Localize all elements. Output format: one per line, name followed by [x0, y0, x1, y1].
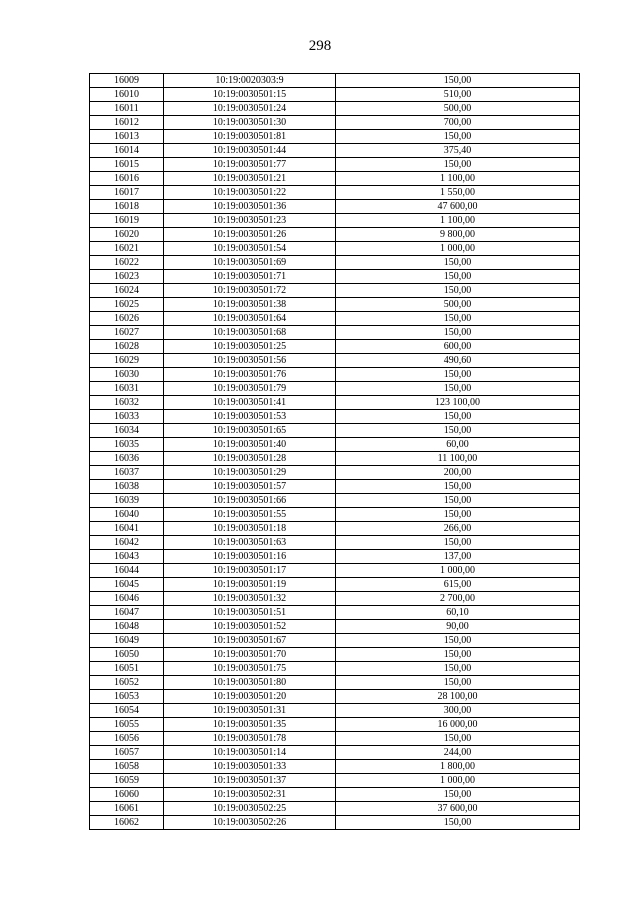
- row-number-cell: 16043: [90, 550, 164, 564]
- table-row: [90, 522, 580, 536]
- table-row: [90, 494, 580, 508]
- row-number-cell: 16017: [90, 186, 164, 200]
- table-row: [90, 410, 580, 424]
- value-cell: 1 550,00: [336, 186, 580, 200]
- table-row: [90, 606, 580, 620]
- cadastral-number-cell: 10:19:0030501:29: [164, 466, 336, 480]
- value-cell: 500,00: [336, 102, 580, 116]
- row-number-cell: 16020: [90, 228, 164, 242]
- row-number-cell: 16047: [90, 606, 164, 620]
- table-row: [90, 662, 580, 676]
- row-number-cell: 16014: [90, 144, 164, 158]
- row-number-cell: 16012: [90, 116, 164, 130]
- row-number-cell: 16018: [90, 200, 164, 214]
- row-number-cell: 16052: [90, 676, 164, 690]
- value-cell: 1 000,00: [336, 242, 580, 256]
- value-cell: 150,00: [336, 494, 580, 508]
- value-cell: 150,00: [336, 648, 580, 662]
- table-row: [90, 592, 580, 606]
- value-cell: 500,00: [336, 298, 580, 312]
- value-cell: 266,00: [336, 522, 580, 536]
- cadastral-number-cell: 10:19:0030501:31: [164, 704, 336, 718]
- row-number-cell: 16021: [90, 242, 164, 256]
- cadastral-number-cell: 10:19:0030501:56: [164, 354, 336, 368]
- table-row: [90, 732, 580, 746]
- cadastral-number-cell: 10:19:0030501:20: [164, 690, 336, 704]
- registry-table: [89, 73, 580, 830]
- value-cell: 150,00: [336, 312, 580, 326]
- row-number-cell: 16026: [90, 312, 164, 326]
- cadastral-number-cell: 10:19:0030501:69: [164, 256, 336, 270]
- cadastral-number-cell: 10:19:0030501:54: [164, 242, 336, 256]
- cadastral-number-cell: 10:19:0030501:18: [164, 522, 336, 536]
- table-row: [90, 634, 580, 648]
- table-row: [90, 284, 580, 298]
- table-row: [90, 242, 580, 256]
- row-number-cell: 16010: [90, 88, 164, 102]
- row-number-cell: 16029: [90, 354, 164, 368]
- cadastral-number-cell: 10:19:0030501:75: [164, 662, 336, 676]
- cadastral-number-cell: 10:19:0030501:71: [164, 270, 336, 284]
- row-number-cell: 16027: [90, 326, 164, 340]
- page-number: 298: [308, 38, 332, 54]
- cadastral-number-cell: 10:19:0030501:21: [164, 172, 336, 186]
- value-cell: 28 100,00: [336, 690, 580, 704]
- value-cell: 1 100,00: [336, 214, 580, 228]
- cadastral-number-cell: 10:19:0030501:68: [164, 326, 336, 340]
- cadastral-number-cell: 10:19:0020303:9: [164, 74, 336, 88]
- row-number-cell: 16051: [90, 662, 164, 676]
- cadastral-number-cell: 10:19:0030501:57: [164, 480, 336, 494]
- value-cell: 150,00: [336, 410, 580, 424]
- cadastral-number-cell: 10:19:0030501:65: [164, 424, 336, 438]
- row-number-cell: 16062: [90, 816, 164, 830]
- table-row: [90, 620, 580, 634]
- row-number-cell: 16011: [90, 102, 164, 116]
- row-number-cell: 16034: [90, 424, 164, 438]
- table-row: [90, 214, 580, 228]
- cadastral-number-cell: 10:19:0030501:63: [164, 536, 336, 550]
- table-row: [90, 144, 580, 158]
- value-cell: 150,00: [336, 130, 580, 144]
- value-cell: 150,00: [336, 158, 580, 172]
- table-row: [90, 256, 580, 270]
- table-row: [90, 466, 580, 480]
- value-cell: 37 600,00: [336, 802, 580, 816]
- value-cell: 150,00: [336, 508, 580, 522]
- value-cell: 137,00: [336, 550, 580, 564]
- value-cell: 150,00: [336, 270, 580, 284]
- cadastral-number-cell: 10:19:0030501:23: [164, 214, 336, 228]
- cadastral-number-cell: 10:19:0030501:38: [164, 298, 336, 312]
- row-number-cell: 16040: [90, 508, 164, 522]
- table-row: [90, 690, 580, 704]
- table-row: [90, 746, 580, 760]
- cadastral-number-cell: 10:19:0030501:16: [164, 550, 336, 564]
- cadastral-number-cell: 10:19:0030501:81: [164, 130, 336, 144]
- table-row: [90, 88, 580, 102]
- table-row: [90, 200, 580, 214]
- row-number-cell: 16025: [90, 298, 164, 312]
- cadastral-number-cell: 10:19:0030501:40: [164, 438, 336, 452]
- row-number-cell: 16019: [90, 214, 164, 228]
- row-number-cell: 16016: [90, 172, 164, 186]
- value-cell: 9 800,00: [336, 228, 580, 242]
- table-row: [90, 354, 580, 368]
- value-cell: 11 100,00: [336, 452, 580, 466]
- cadastral-number-cell: 10:19:0030501:66: [164, 494, 336, 508]
- value-cell: 150,00: [336, 634, 580, 648]
- row-number-cell: 16050: [90, 648, 164, 662]
- row-number-cell: 16013: [90, 130, 164, 144]
- cadastral-number-cell: 10:19:0030501:22: [164, 186, 336, 200]
- table-row: [90, 508, 580, 522]
- cadastral-number-cell: 10:19:0030501:37: [164, 774, 336, 788]
- cadastral-number-cell: 10:19:0030501:79: [164, 382, 336, 396]
- cadastral-number-cell: 10:19:0030501:36: [164, 200, 336, 214]
- row-number-cell: 16038: [90, 480, 164, 494]
- cadastral-number-cell: 10:19:0030501:76: [164, 368, 336, 382]
- cadastral-number-cell: 10:19:0030501:77: [164, 158, 336, 172]
- value-cell: 600,00: [336, 340, 580, 354]
- value-cell: 150,00: [336, 326, 580, 340]
- value-cell: 150,00: [336, 816, 580, 830]
- row-number-cell: 16024: [90, 284, 164, 298]
- cadastral-number-cell: 10:19:0030501:19: [164, 578, 336, 592]
- table-row: [90, 312, 580, 326]
- row-number-cell: 16059: [90, 774, 164, 788]
- cadastral-number-cell: 10:19:0030501:25: [164, 340, 336, 354]
- table-row: [90, 480, 580, 494]
- table-row: [90, 326, 580, 340]
- table-row: [90, 452, 580, 466]
- row-number-cell: 16022: [90, 256, 164, 270]
- value-cell: 1 000,00: [336, 774, 580, 788]
- cadastral-number-cell: 10:19:0030501:26: [164, 228, 336, 242]
- table-row: [90, 802, 580, 816]
- row-number-cell: 16033: [90, 410, 164, 424]
- cadastral-number-cell: 10:19:0030501:52: [164, 620, 336, 634]
- row-number-cell: 16023: [90, 270, 164, 284]
- row-number-cell: 16048: [90, 620, 164, 634]
- cadastral-number-cell: 10:19:0030501:80: [164, 676, 336, 690]
- table-row: [90, 438, 580, 452]
- value-cell: 16 000,00: [336, 718, 580, 732]
- table-row: [90, 172, 580, 186]
- cadastral-number-cell: 10:19:0030501:64: [164, 312, 336, 326]
- table-row: [90, 186, 580, 200]
- cadastral-number-cell: 10:19:0030501:32: [164, 592, 336, 606]
- row-number-cell: 16046: [90, 592, 164, 606]
- table-row: [90, 382, 580, 396]
- value-cell: 1 000,00: [336, 564, 580, 578]
- row-number-cell: 16039: [90, 494, 164, 508]
- value-cell: 150,00: [336, 732, 580, 746]
- cadastral-number-cell: 10:19:0030502:25: [164, 802, 336, 816]
- cadastral-number-cell: 10:19:0030501:78: [164, 732, 336, 746]
- cadastral-number-cell: 10:19:0030501:33: [164, 760, 336, 774]
- cadastral-number-cell: 10:19:0030501:24: [164, 102, 336, 116]
- row-number-cell: 16037: [90, 466, 164, 480]
- row-number-cell: 16031: [90, 382, 164, 396]
- table-row: [90, 130, 580, 144]
- row-number-cell: 16055: [90, 718, 164, 732]
- value-cell: 47 600,00: [336, 200, 580, 214]
- value-cell: 150,00: [336, 788, 580, 802]
- table-row: [90, 424, 580, 438]
- row-number-cell: 16028: [90, 340, 164, 354]
- value-cell: 150,00: [336, 662, 580, 676]
- cadastral-number-cell: 10:19:0030501:35: [164, 718, 336, 732]
- table-row: [90, 340, 580, 354]
- value-cell: 244,00: [336, 746, 580, 760]
- table-row: [90, 760, 580, 774]
- table-row: [90, 704, 580, 718]
- table-row: [90, 396, 580, 410]
- row-number-cell: 16042: [90, 536, 164, 550]
- table-row: [90, 564, 580, 578]
- cadastral-number-cell: 10:19:0030501:30: [164, 116, 336, 130]
- cadastral-number-cell: 10:19:0030501:15: [164, 88, 336, 102]
- cadastral-number-cell: 10:19:0030501:51: [164, 606, 336, 620]
- value-cell: 150,00: [336, 368, 580, 382]
- row-number-cell: 16015: [90, 158, 164, 172]
- row-number-cell: 16049: [90, 634, 164, 648]
- value-cell: 150,00: [336, 424, 580, 438]
- value-cell: 150,00: [336, 284, 580, 298]
- row-number-cell: 16061: [90, 802, 164, 816]
- row-number-cell: 16060: [90, 788, 164, 802]
- row-number-cell: 16009: [90, 74, 164, 88]
- value-cell: 375,40: [336, 144, 580, 158]
- cadastral-number-cell: 10:19:0030501:55: [164, 508, 336, 522]
- cadastral-number-cell: 10:19:0030502:31: [164, 788, 336, 802]
- value-cell: 150,00: [336, 480, 580, 494]
- cadastral-number-cell: 10:19:0030501:17: [164, 564, 336, 578]
- value-cell: 150,00: [336, 382, 580, 396]
- value-cell: 700,00: [336, 116, 580, 130]
- table-row: [90, 578, 580, 592]
- table-row: [90, 774, 580, 788]
- row-number-cell: 16036: [90, 452, 164, 466]
- table-row: [90, 816, 580, 830]
- row-number-cell: 16044: [90, 564, 164, 578]
- value-cell: 490,60: [336, 354, 580, 368]
- row-number-cell: 16053: [90, 690, 164, 704]
- value-cell: 510,00: [336, 88, 580, 102]
- value-cell: 1 800,00: [336, 760, 580, 774]
- table-row: [90, 102, 580, 116]
- table-row: [90, 298, 580, 312]
- row-number-cell: 16032: [90, 396, 164, 410]
- value-cell: 2 700,00: [336, 592, 580, 606]
- table-row: [90, 536, 580, 550]
- table-row: [90, 228, 580, 242]
- value-cell: 60,00: [336, 438, 580, 452]
- value-cell: 615,00: [336, 578, 580, 592]
- row-number-cell: 16045: [90, 578, 164, 592]
- value-cell: 200,00: [336, 466, 580, 480]
- table-row: [90, 368, 580, 382]
- table-row: [90, 74, 580, 88]
- cadastral-number-cell: 10:19:0030501:70: [164, 648, 336, 662]
- row-number-cell: 16041: [90, 522, 164, 536]
- cadastral-number-cell: 10:19:0030502:26: [164, 816, 336, 830]
- cadastral-number-cell: 10:19:0030501:28: [164, 452, 336, 466]
- cadastral-number-cell: 10:19:0030501:53: [164, 410, 336, 424]
- cadastral-number-cell: 10:19:0030501:44: [164, 144, 336, 158]
- table-row: [90, 270, 580, 284]
- value-cell: 60,10: [336, 606, 580, 620]
- table-row: [90, 648, 580, 662]
- value-cell: 150,00: [336, 74, 580, 88]
- row-number-cell: 16035: [90, 438, 164, 452]
- cadastral-number-cell: 10:19:0030501:14: [164, 746, 336, 760]
- registry-table-body: [90, 74, 580, 830]
- row-number-cell: 16056: [90, 732, 164, 746]
- value-cell: 90,00: [336, 620, 580, 634]
- row-number-cell: 16058: [90, 760, 164, 774]
- table-row: [90, 116, 580, 130]
- value-cell: 1 100,00: [336, 172, 580, 186]
- row-number-cell: 16030: [90, 368, 164, 382]
- cadastral-number-cell: 10:19:0030501:41: [164, 396, 336, 410]
- value-cell: 150,00: [336, 256, 580, 270]
- value-cell: 150,00: [336, 676, 580, 690]
- table-row: [90, 158, 580, 172]
- table-row: [90, 788, 580, 802]
- table-row: [90, 550, 580, 564]
- row-number-cell: 16054: [90, 704, 164, 718]
- table-row: [90, 718, 580, 732]
- table-row: [90, 676, 580, 690]
- value-cell: 150,00: [336, 536, 580, 550]
- cadastral-number-cell: 10:19:0030501:67: [164, 634, 336, 648]
- row-number-cell: 16057: [90, 746, 164, 760]
- cadastral-number-cell: 10:19:0030501:72: [164, 284, 336, 298]
- value-cell: 300,00: [336, 704, 580, 718]
- value-cell: 123 100,00: [336, 396, 580, 410]
